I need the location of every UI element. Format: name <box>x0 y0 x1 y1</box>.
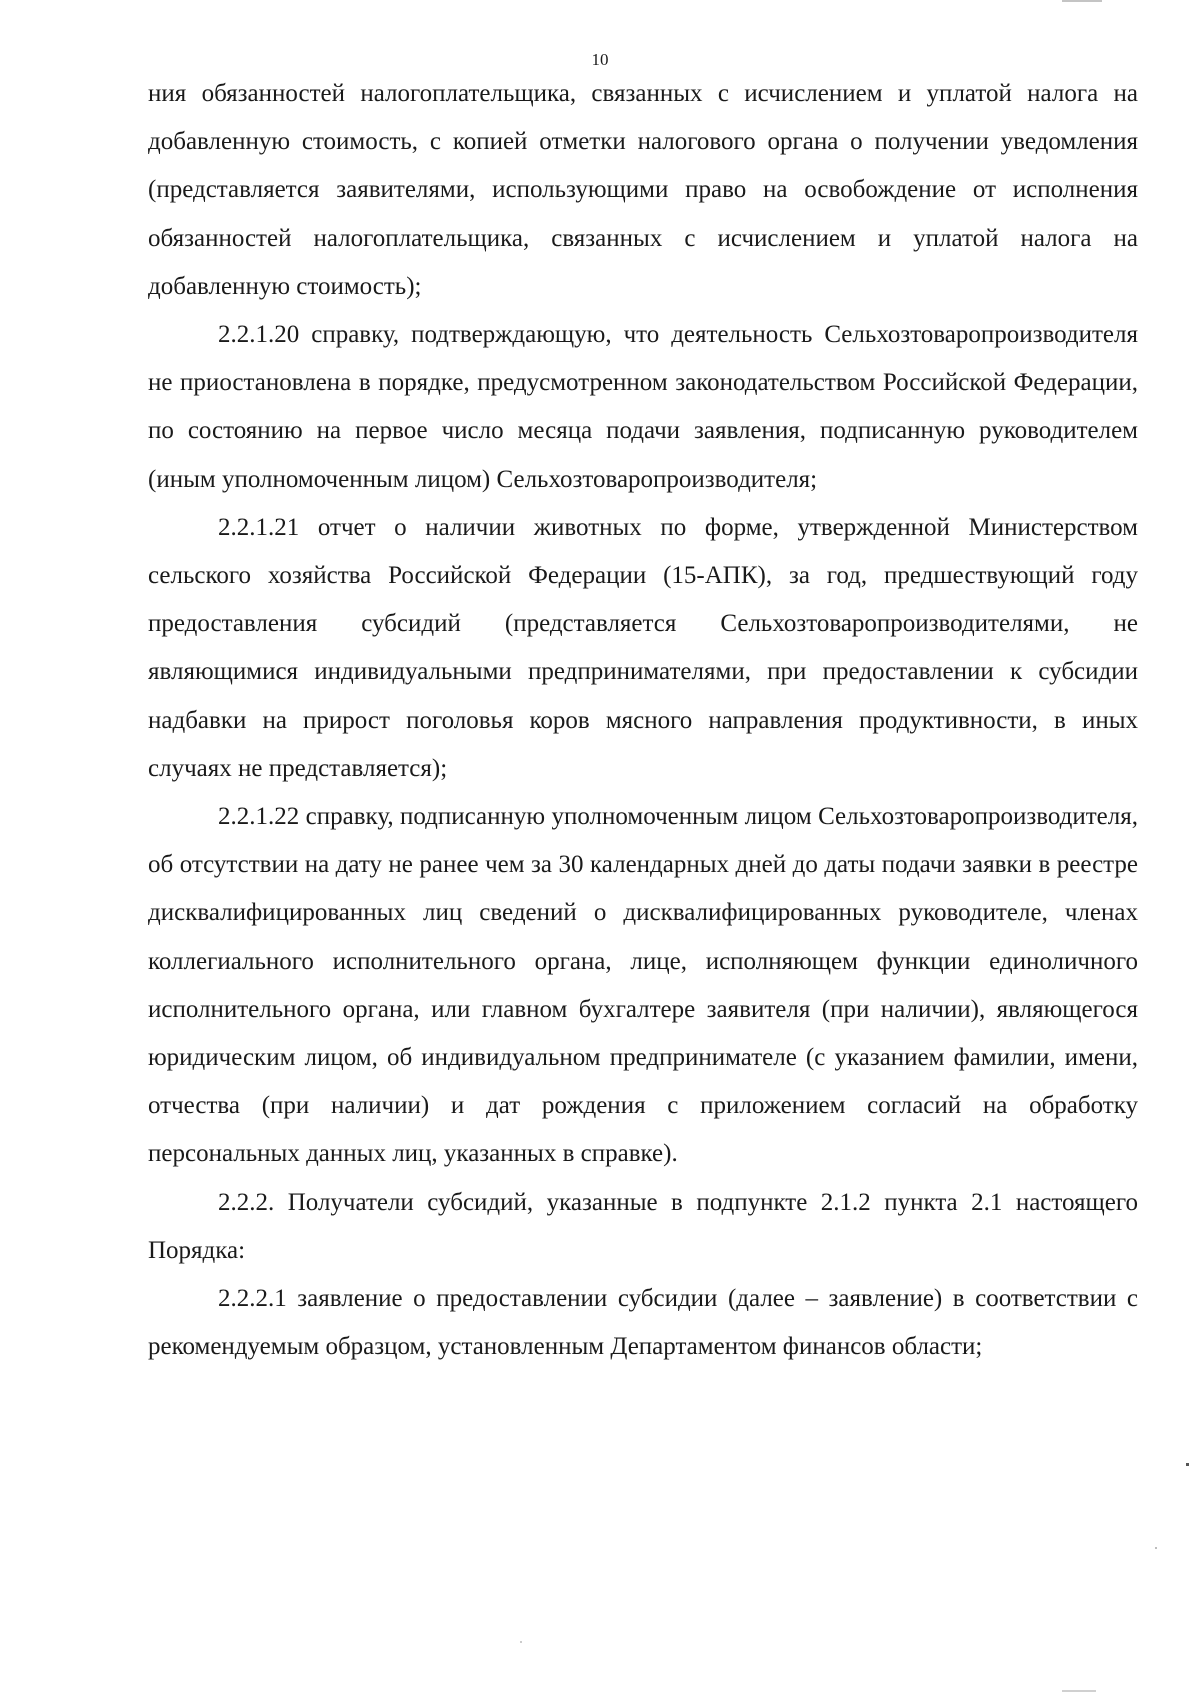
scan-artifact <box>1062 1690 1096 1692</box>
paragraph-2-2-1-20: 2.2.1.20 справку, подтверждающую, что деятельность Сельхозтоваропроизводителя не приостановлена в порядке, предусмотренном законодательством Российской Федерации, по состоянию на первое число месяца подачи заявления, подписанную руководителем (иным уполномоченным лицом) Сельхозтоваропроизводителя; <box>148 321 1138 493</box>
scan-artifact <box>1186 1463 1189 1466</box>
paragraph-2-2-2-1: 2.2.2.1 заявление о предоставлении субсидии (далее – заявление) в соответствии с рекомендуемым образцом, установленным Департаментом финансов области; <box>148 1285 1138 1361</box>
document-body <box>148 70 1138 1371</box>
page-number: 10 <box>591 50 609 69</box>
scan-artifact <box>1155 1547 1157 1549</box>
paragraph-2-2-1-21: 2.2.1.21 отчет о наличии животных по форме, утвержденной Министерством сельского хозяйства Российской Федерации (15-АПК), за год, предшествующий году предоставления субсидий (представляется Сельхозтоваропроизводителями, не являющимися индивидуальными предпринимателями, при предоставлении к субсидии надбавки на прирост поголовья коров мясного направления продуктивности, в иных случаях не представляется); <box>148 513 1138 782</box>
scan-artifact <box>1062 0 1102 2</box>
scan-artifact <box>520 1641 522 1643</box>
paragraph-2-2-1-22: 2.2.1.22 справку, подписанную уполномоченным лицом Сельхозтоваропроизводителя, об отсутствии на дату не ранее чем за 30 календарных дней до даты подачи заявки в реестре дисквалифицированных лиц сведений о дисквалифицированных руководителе, членах коллегиального исполнительного органа, лице, исполняющем функции единоличного исполнительного органа, или главном бухгалтере заявителя (при наличии), являющегося юридическим лицом, об индивидуальном предпринимателе (с указанием фамилии, имени, отчества (при наличии) и дат рождения с приложением согласий на обработку персональных данных лиц, указанных в справке). <box>148 803 1138 1168</box>
paragraph-2-2-2: 2.2.2. Получатели субсидий, указанные в подпункте 2.1.2 пункта 2.1 настоящего Порядка: <box>148 1188 1138 1264</box>
paragraph-continuation: ния обязанностей налогоплательщика, связанных с исчислением и уплатой налога на добавленную стоимость, с копией отметки налогового органа о получении уведомления (представляется заявителями, использующими право на освобождение от исполнения обязанностей налогоплательщика, связанных с исчислением и уплатой налога на добавленную стоимость); <box>148 80 1138 300</box>
